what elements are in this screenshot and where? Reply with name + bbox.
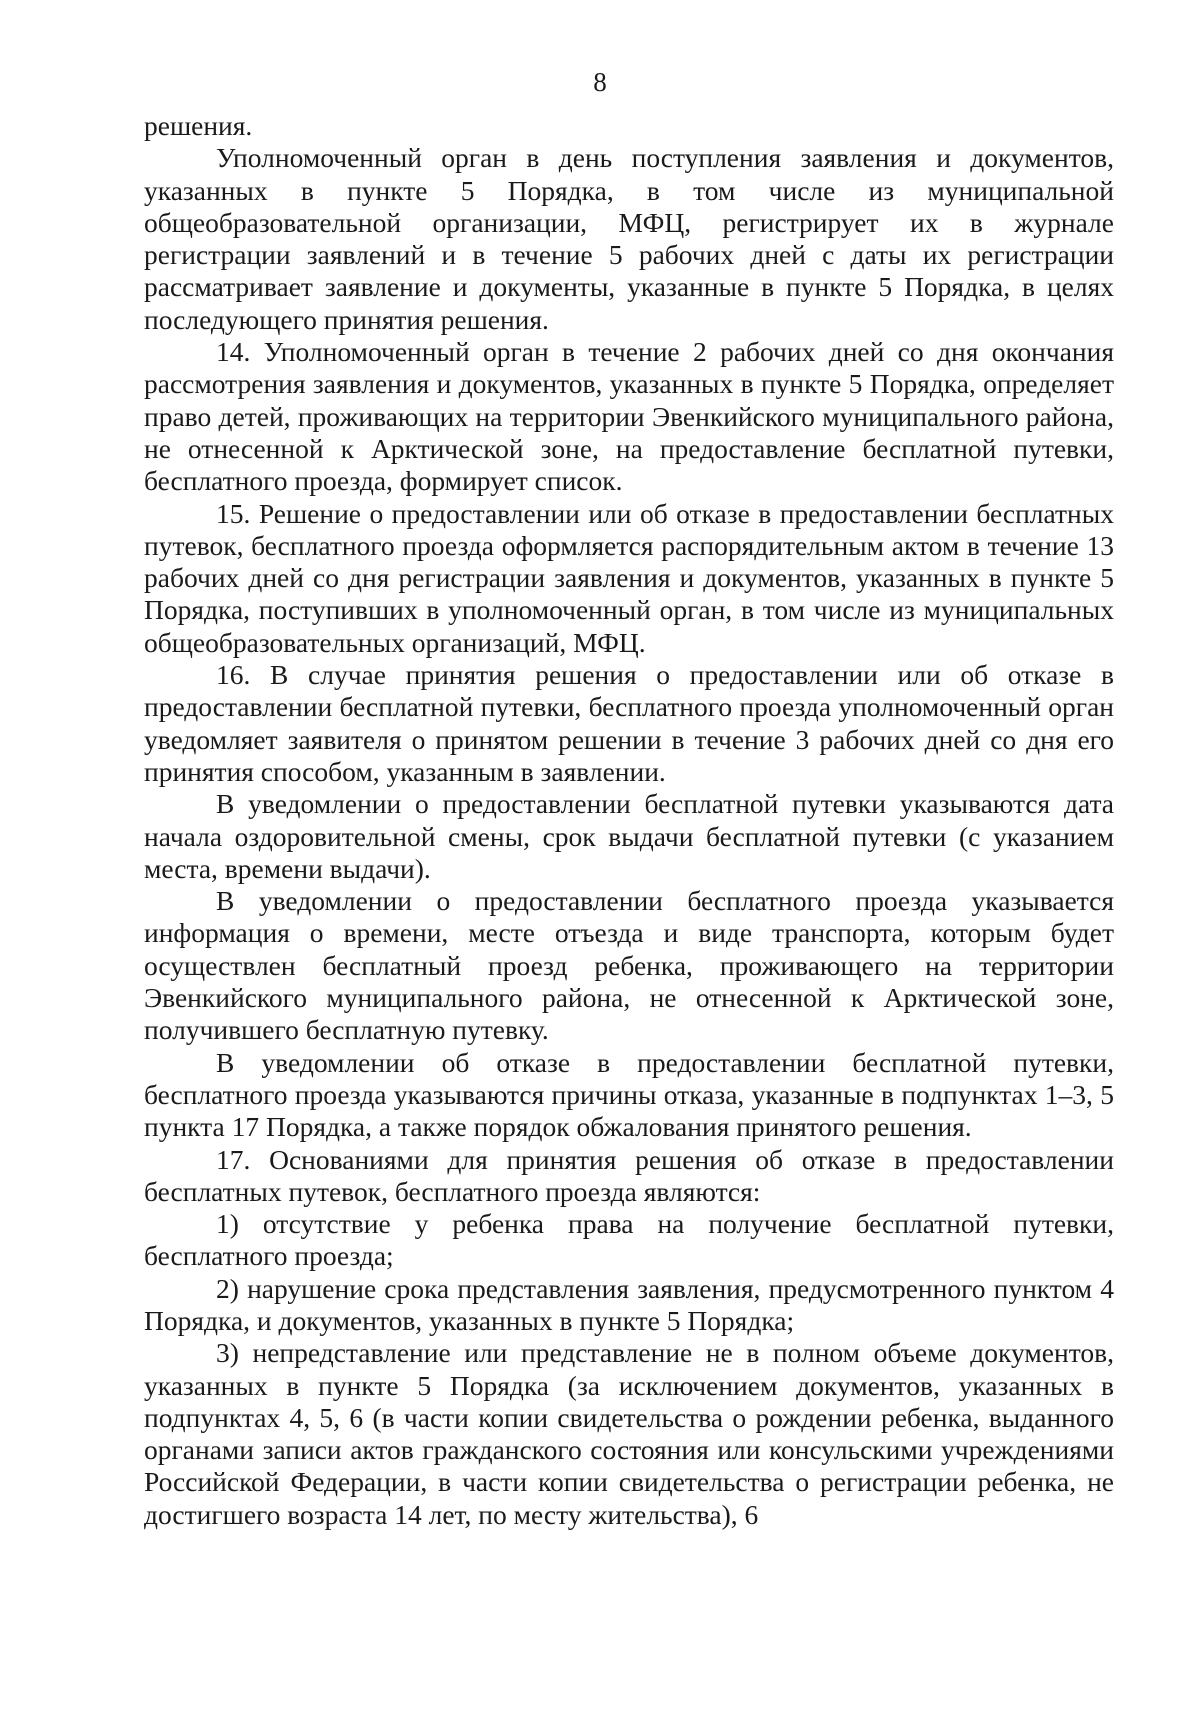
paragraph-registration: Уполномоченный орган в день поступления заявления и документов, указанных в пункте 5 Порядка, в том числе из муниципальной общеобразовательной организации, МФЦ, регистрирует их в журнале регистрации заявлений и в течение 5 рабочих дней с даты их регистрации рассматривает заявление и документы, указанные в пункте 5 Порядка, в целях последующего принятия решения. xyxy=(144,142,1114,335)
paragraph-notice-refusal: В уведомлении об отказе в предоставлении бесплатной путевки, бесплатного проезда указываются причины отказа, указанные в подпунктах 1–3, 5 пункта 17 Порядка, а также порядок обжалования принятого решения. xyxy=(144,1046,1114,1143)
paragraph-subitem-3: 3) непредставление или представление не в полном объеме документов, указанных в пункте 5 Порядка (за исключением документов, указанных в подпунктах 4, 5, 6 (в части копии свидетельства о рождении ребенка, выданного органами записи актов гражданского состояния или консульскими учреждениями Российской Федерации, в части копии свидетельства о регистрации ребенка, не достигшего возраста 14 лет, по месту жительства), 6 xyxy=(144,1337,1114,1530)
paragraph-subitem-2: 2) нарушение срока представления заявления, предусмотренного пунктом 4 Порядка, и документов, указанных в пункте 5 Порядка; xyxy=(144,1272,1114,1336)
document-body xyxy=(144,110,1114,1531)
paragraph-item-14: 14. Уполномоченный орган в течение 2 рабочих дней со дня окончания рассмотрения заявления и документов, указанных в пункте 5 Порядка, определяет право детей, проживающих на территории Эвенкийского муниципального района, не отнесенной к Арктической зоне, на предоставление бесплатной путевки, бесплатного проезда, формирует список. xyxy=(144,336,1114,497)
paragraph-notice-voucher: В уведомлении о предоставлении бесплатной путевки указываются дата начала оздоровительной смены, срок выдачи бесплатной путевки (с указанием места, времени выдачи). xyxy=(144,788,1114,884)
paragraph-subitem-1: 1) отсутствие у ребенка права на получение бесплатной путевки, бесплатного проезда; xyxy=(144,1208,1114,1272)
paragraph-item-15: 15. Решение о предоставлении или об отказе в предоставлении бесплатных путевок, бесплатного проезда оформляется распорядительным актом в течение 13 рабочих дней со дня регистрации заявления и документов, указанных в пункте 5 Порядка, поступивших в уполномоченный орган, в том числе из муниципальных общеобразовательных организаций, МФЦ. xyxy=(144,497,1114,658)
paragraph-item-16: 16. В случае принятия решения о предоставлении или об отказе в предоставлении бесплатной путевки, бесплатного проезда уполномоченный орган уведомляет заявителя о принятом решении в течение 3 рабочих дней со дня его принятия способом, указанным в заявлении. xyxy=(144,659,1114,787)
page-number: 8 xyxy=(593,67,607,97)
paragraph-item-17: 17. Основаниями для принятия решения об отказе в предоставлении бесплатных путевок, бесплатного проезда являются: xyxy=(144,1143,1114,1207)
paragraph-continuation: решения. xyxy=(144,110,253,141)
paragraph-notice-travel: В уведомлении о предоставлении бесплатного проезда указывается информация о времени, месте отъезда и виде транспорта, которым будет осуществлен бесплатный проезд ребенка, проживающего на территории Эвенкийского муниципального района, не отнесенной к Арктической зоне, получившего бесплатную путевку. xyxy=(144,885,1114,1046)
